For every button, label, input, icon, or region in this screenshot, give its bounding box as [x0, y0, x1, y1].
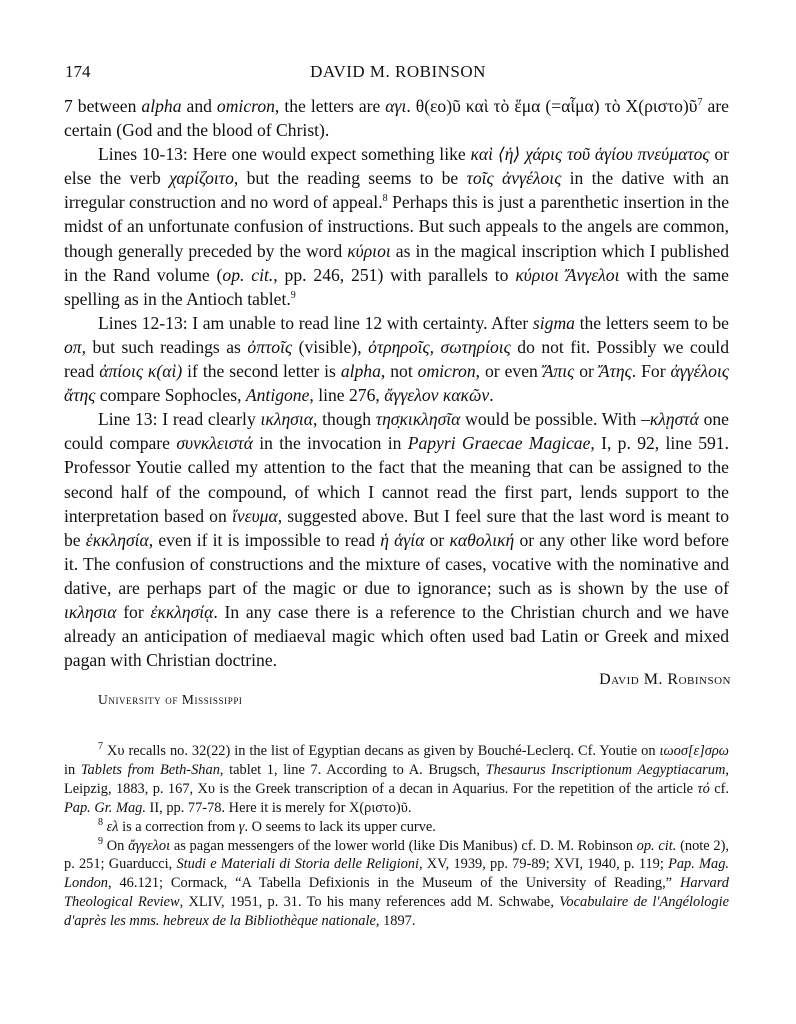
italic-text: alpha [340, 361, 381, 382]
italic-text: συνκλειστά [176, 433, 253, 454]
body-text [64, 94, 729, 672]
text-run: Lines 10-13: Here one would expect something like [98, 144, 471, 165]
italic-text: κύριοι [347, 240, 391, 261]
italic-text: ἄγγελοι [128, 837, 171, 854]
text-run: or [574, 361, 599, 382]
footnote [64, 742, 729, 818]
text-run: , 1897. [375, 913, 416, 930]
text-run: cf. [709, 780, 730, 797]
italic-text: ικλησια [260, 409, 313, 430]
text-run: one could compare [64, 409, 729, 454]
italic-text: ελ [106, 818, 119, 835]
text-run: , or even [475, 361, 543, 382]
text-run: as in the magical inscription which I published in the Rand volume ( [64, 240, 730, 285]
italic-text: Tablets from Beth-Shan [80, 761, 220, 778]
italic-text: Antigone [245, 385, 310, 406]
text-run: with the same spelling as in the Antioch tablet. [64, 264, 729, 309]
italic-text: αγι [385, 96, 407, 116]
footnotes [64, 742, 729, 931]
footnote-reference: 7 [697, 97, 703, 109]
footnote [64, 818, 729, 837]
italic-text: κύριοι Ἄνγελοι [515, 264, 620, 285]
text-run: is a correction from [118, 818, 239, 835]
text-run: (visible), [292, 336, 369, 357]
text-run: , Leipzig, 1883, p. 167, Χυ is the Greek transcription of a decan in Aquarius. For the repetition of the article [64, 761, 729, 797]
text-run: would be possible. With [460, 409, 642, 430]
italic-text: ἀπίοις κ(αὶ) [99, 361, 183, 382]
paragraph [64, 407, 729, 672]
text-run: Lines 12-13: I am unable to read line 12 with certainty. After [98, 312, 533, 333]
author-signature: David M. Robinson [599, 671, 731, 688]
text-run: as pagan messengers of the lower world (like Dis Manibus) cf. D. M. Robinson [170, 837, 637, 854]
italic-text: ἴνευμα [231, 505, 278, 526]
italic-text: τησ̣κικλησῖα [375, 409, 461, 430]
text-run: , not [380, 361, 418, 382]
italic-text: Studi e Materiali di Storia delle Religioni [176, 856, 419, 873]
text-run: the letters seem to be [574, 312, 729, 333]
text-run: . [489, 385, 494, 406]
author-affiliation: University of Mississippi [98, 692, 243, 707]
italic-text: –κλῃστά [641, 409, 699, 430]
text-run: , line 276, [309, 385, 385, 406]
text-run: , but such readings as [81, 336, 248, 357]
italic-text: χαρίζοιτο [169, 168, 234, 189]
text-run: , the letters are [274, 96, 386, 116]
italic-text: Pap. Gr. Mag. [64, 799, 146, 816]
text-run: or else the verb [64, 144, 729, 189]
text-run: if the second letter is [182, 361, 341, 382]
text-run: are certain (God and the blood of Christ). [64, 96, 729, 141]
text-run: Χυ recalls no. 32(22) in the list of Egyptian decans as given by Bouché-Leclerq. Cf. Youtie on [106, 743, 660, 759]
italic-text: omicron [216, 96, 275, 116]
text-run: , but the reading seems to be [233, 168, 467, 189]
running-title: DAVID M. ROBINSON [310, 62, 486, 81]
text-run: , XLIV, 1951, p. 31. To his many references add M. Schwabe, [179, 894, 560, 911]
italic-text: Papyri Graecae Magicae [407, 433, 591, 454]
italic-text: Ἄπις [542, 361, 575, 382]
text-run: (note 2), p. 251; Guarducci, [64, 837, 729, 873]
page-number: 174 [65, 62, 91, 81]
footnote [64, 837, 729, 932]
italic-text: Harvard Theological Review [64, 875, 729, 911]
italic-text: Vocabulaire de l'Angélologie d'après les mms. hebreux de la Bibliothèque nationale [64, 894, 729, 930]
text-run: do not fit. Possibly we could read [64, 336, 729, 382]
text-run: . θ(εο)ῦ καὶ τὸ ἕμα (=αἷμα) τὸ Χ(ριστο)ῦ [406, 96, 698, 116]
text-run: or [424, 529, 450, 550]
text-run: in the dative with an irregular construction and no word of appeal. [64, 168, 729, 213]
italic-text: τοῖς ἀνγέλοις [466, 168, 562, 189]
italic-text: ὀτρηροῖς, σωτηρίοις [368, 336, 511, 357]
text-run: for [116, 601, 151, 622]
text-run: . For [631, 361, 671, 382]
italic-text: op. cit. [222, 264, 274, 285]
text-run: . In any case there is a reference to the Christian church and we have already an anticipation of mediaeval magic which often used bad Latin or Greek and mixed pagan with Christian doctrine. [64, 601, 729, 671]
footnote-number: 7 [98, 741, 103, 753]
italic-text: ἄγγελον κακῶν [384, 385, 490, 406]
text-run: , tablet 1, line 7. According to A. Brugsch, [219, 761, 486, 778]
italic-text: οπ [64, 336, 82, 357]
italic-text: Ἄτης [598, 361, 632, 382]
italic-text: omicron [417, 361, 476, 382]
text-run: , though [312, 409, 376, 430]
text-run: compare Sophocles, [95, 385, 246, 406]
italic-text: sigma [532, 312, 575, 333]
italic-text: γ [238, 818, 245, 835]
italic-text: ἀγγέλοις ἄτης [64, 361, 729, 406]
italic-text: Pap. Mag. London [64, 856, 729, 892]
italic-text: ἡ ἁγία [380, 529, 425, 550]
italic-text: alpha [141, 96, 182, 116]
italic-text: ὀπτοῖς [247, 336, 293, 357]
footnote-reference: 9 [290, 289, 296, 301]
footnote-reference: 8 [382, 193, 388, 205]
italic-text: Thesaurus Inscriptionum Aegyptiacarum [485, 761, 726, 778]
italic-text: καὶ ⟨ἡ⟩ χάρις τοῦ ἁγίου πνεύματος [470, 144, 710, 165]
text-run: , XV, 1939, pp. 79-89; XVI, 1940, p. 119; [418, 856, 669, 873]
text-run: , pp. 246, 251) with parallels to [273, 264, 516, 285]
italic-text: op. cit. [636, 837, 677, 854]
text-run: . O seems to lack its upper curve. [244, 818, 436, 835]
italic-text: ἐκκλησία [85, 529, 149, 550]
text-run: or any other like word before it. The confusion of constructions and the mixture of cases, vocative with the nominative and dative, are perhaps part of the magic or due to ignorance; such as is shown by the use of [64, 529, 729, 598]
paragraph [64, 142, 729, 311]
text-run: 7 between [64, 96, 142, 116]
italic-text: ἐκκλησίᾳ [150, 601, 214, 622]
italic-text: τό [697, 780, 710, 797]
paragraph [64, 311, 729, 407]
footnote-number: 9 [98, 835, 103, 847]
italic-text: ιωοσ[ε]σρω [659, 743, 729, 759]
text-run: in [64, 761, 81, 778]
italic-text: ικλησια [64, 601, 117, 622]
text-run: II, pp. 77-78. Here it is merely for Χ(ριστο)ῦ. [145, 799, 412, 816]
text-run: , suggested above. But I feel sure that the last word is meant to be [64, 505, 730, 550]
text-run: Line 13: I read clearly [98, 409, 261, 430]
text-run: in the invocation in [252, 433, 408, 454]
paragraph [64, 94, 729, 142]
text-run: and [181, 96, 217, 116]
italic-text: καθολική [449, 529, 515, 550]
running-head [65, 62, 731, 86]
text-run: , 46.121; Cormack, “A Tabella Defixionis in the Museum of the University of Reading,” [107, 875, 680, 892]
footnote-number: 8 [98, 816, 103, 828]
text-run: Perhaps this is just a parenthetic insertion in the midst of an unfortunate confusion of instructions. But such appeals to the angels are common, though generally preceded by the word [64, 192, 730, 261]
text-run: On [106, 837, 129, 854]
text-run: , I, p. 92, line 591. Professor Youtie called my attention to the fact that the meaning that can be assigned to the second half of the compound, of which I cannot read the first part, lends support to the interpretation based on [64, 433, 730, 526]
text-run: , even if it is impossible to read [148, 529, 381, 550]
